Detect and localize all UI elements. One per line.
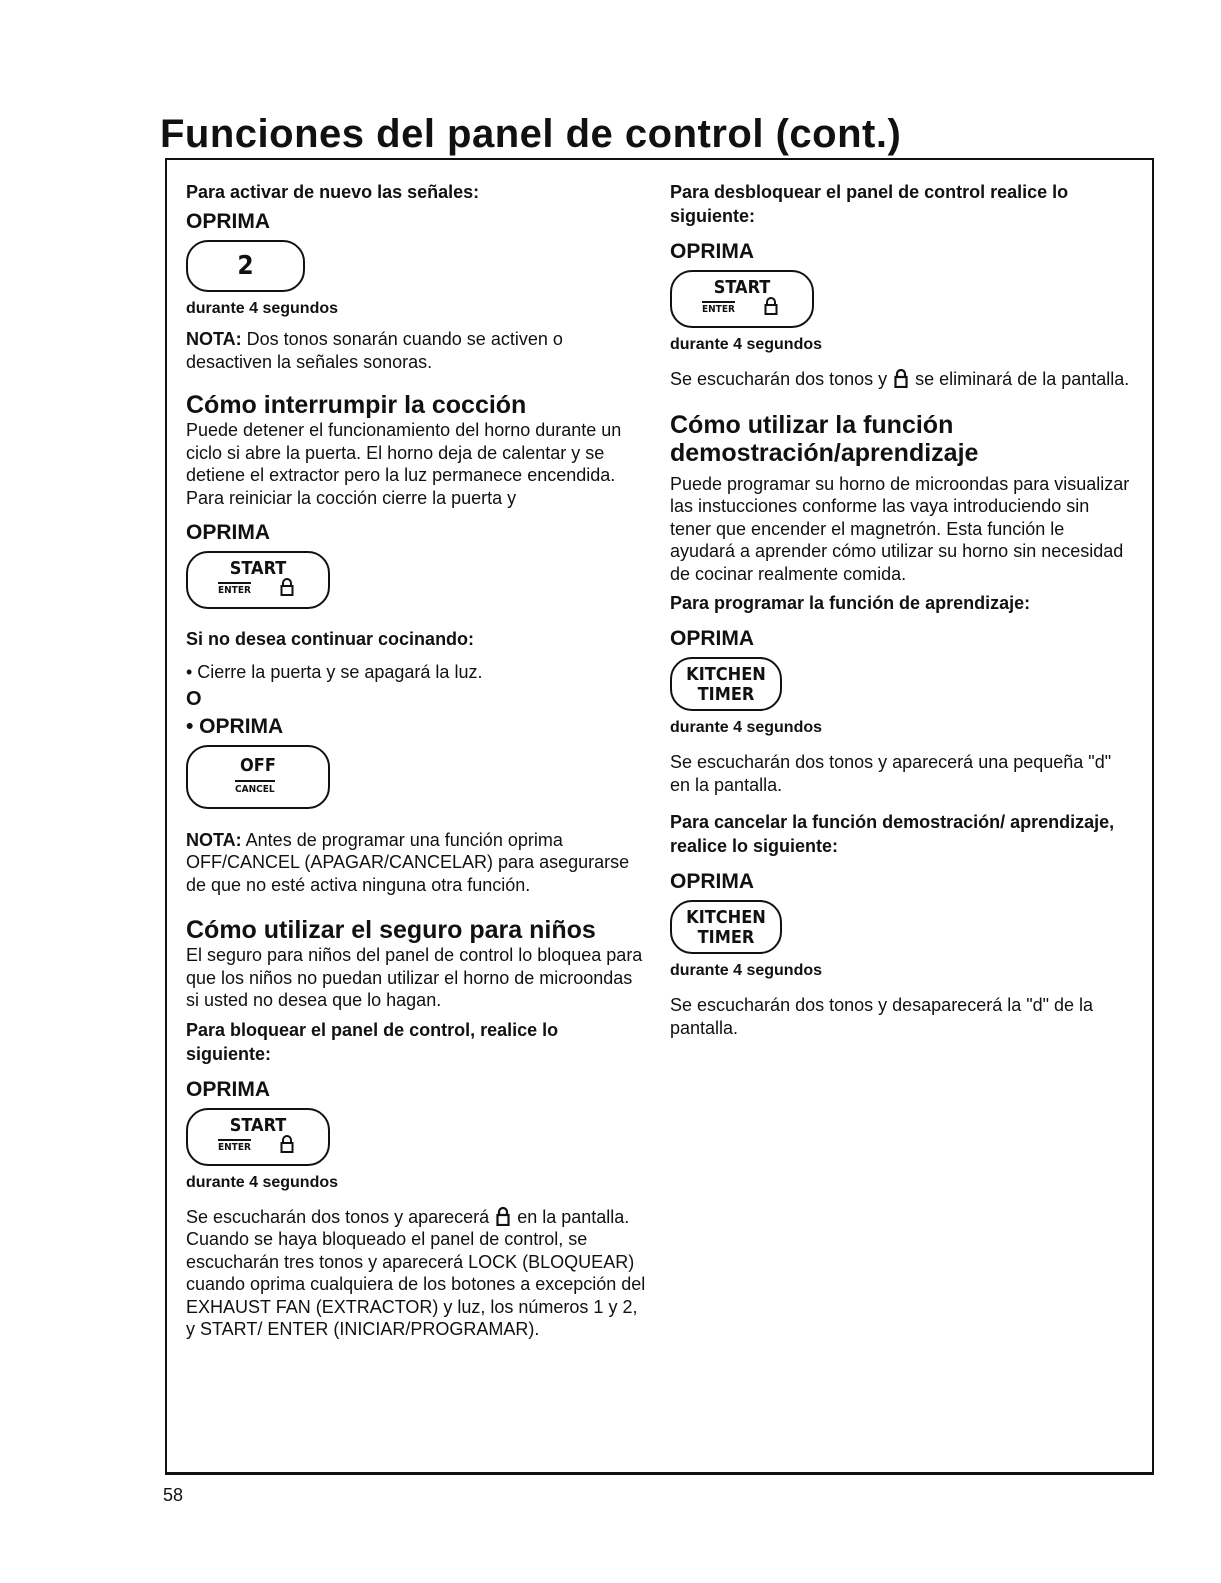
kitchen-timer-key — [670, 657, 782, 711]
note-label: NOTA: — [186, 829, 242, 850]
unlock-result-text — [670, 368, 1130, 391]
start-enter-key — [186, 1108, 330, 1166]
cancel-heading: Para cancelar la función demostración/ aprendizaje, realice lo siguiente: — [670, 812, 1115, 856]
lock-icon — [764, 297, 778, 315]
cancel-result-text: Se escucharán dos tonos y desaparecerá la "d" de la pantalla. — [670, 995, 1094, 1038]
frame-right-rule — [1152, 160, 1154, 1473]
lock-icon — [280, 1135, 294, 1153]
page-number: 58 — [163, 1485, 184, 1505]
unlock-result-part: Se escucharán dos tonos y — [670, 369, 888, 389]
no-continue-heading: Si no desea continuar cocinando: — [186, 629, 475, 649]
lock-result-part: en la pantalla. Cuando se haya bloqueado el panel de control, se escucharán tres tonos y aparecerá LOCK (BLOQUEAR) cuando oprima cualquiera de los botones a excepción del EXHAUST FAN (EXTRACTOR) y luz, los números 1 y 2, y START/ ENTER (INICIAR/PROGRAMAR). — [186, 1206, 646, 1339]
start-label: START — [229, 558, 287, 579]
right-column — [670, 180, 1130, 1039]
frame-top-rule — [165, 158, 1154, 160]
frame-bottom-rule — [165, 1472, 1154, 1475]
press-label: OPRIMA — [670, 627, 754, 650]
note-text: Dos tonos sonarán cuando se activen o desactiven la señales sonoras. — [186, 329, 563, 372]
off-label: OFF — [240, 754, 276, 776]
kitchen-label: KITCHEN — [686, 907, 766, 928]
press-label: OPRIMA — [186, 210, 270, 233]
press-label: OPRIMA — [670, 240, 754, 263]
duration-label: durante 4 segundos — [670, 719, 823, 736]
unlock-heading: Para desbloquear el panel de control realice lo siguiente: — [670, 182, 1069, 226]
demo-text: Puede programar su horno de microondas para visualizar las instucciones conforme las vaya introduciendo sin tener que encender el magnetrón. Esta función le ayudará a aprender cómo utilizar su horno sin necesidad de cocinar realmente comida. — [670, 473, 1130, 584]
bullet-press: • OPRIMA — [186, 714, 284, 738]
duration-label: durante 4 segundos — [186, 1173, 339, 1191]
lock-icon — [894, 368, 908, 388]
note-paragraph — [186, 328, 646, 373]
timer-label: TIMER — [697, 927, 755, 948]
start-label: START — [229, 1114, 287, 1136]
cancel-label: CANCEL — [235, 780, 275, 795]
reactivate-heading: Para activar de nuevo las señales: — [186, 182, 480, 202]
left-column — [186, 180, 646, 1341]
lock-result-part: Se escucharán dos tonos y aparecerá — [186, 1206, 490, 1227]
off-cancel-key — [186, 745, 330, 809]
duration-label: durante 4 segundos — [186, 300, 339, 317]
start-enter-key — [186, 551, 330, 609]
press-label: OPRIMA — [670, 870, 754, 893]
page-title: Funciones del panel de control (cont.) — [160, 112, 902, 156]
lock-heading: Para bloquear el panel de control, realice lo siguiente: — [186, 1019, 559, 1064]
program-result-text: Se escucharán dos tonos y aparecerá una pequeña "d" en la pantalla. — [670, 752, 1112, 795]
note-text: Antes de programar una función oprima OFF/CANCEL (APAGAR/CANCELAR) para asegurarse de que no esté activa ninguna otra función. — [186, 829, 630, 895]
program-heading: Para programar la función de aprendizaje: — [670, 593, 1031, 613]
note-label: NOTA: — [186, 329, 242, 349]
interrupt-text: Puede detener el funcionamiento del horno durante un ciclo si abre la puerta. El horno deja de calentar y se detiene el extractor pero la luz permanece encendida. Para reiniciar la cocción cierre la puerta y — [186, 420, 622, 508]
bullet-close-door: • Cierre la puerta y se apagará la luz. — [186, 662, 483, 682]
enter-label: ENTER — [702, 301, 735, 315]
childlock-text: El seguro para niños del panel de control lo bloquea para que los niños no puedan utilizar el horno de microondas si usted no desea que lo hagan. — [186, 945, 643, 1010]
frame-left-rule — [165, 160, 167, 1473]
press-label: OPRIMA — [186, 1077, 270, 1101]
key-2-label: 2 — [237, 251, 254, 281]
enter-label: ENTER — [218, 1139, 251, 1153]
enter-label: ENTER — [218, 582, 251, 596]
duration-label: durante 4 segundos — [670, 336, 823, 353]
lock-icon — [496, 1206, 510, 1226]
kitchen-timer-key — [670, 900, 782, 954]
lock-result-text — [186, 1206, 646, 1341]
lock-icon — [280, 578, 294, 596]
press-label: OPRIMA — [186, 521, 270, 544]
childlock-heading: Cómo utilizar el seguro para niños — [186, 916, 596, 944]
unlock-result-part: se eliminará de la pantalla. — [910, 369, 1130, 389]
interrupt-heading: Cómo interrumpir la cocción — [186, 391, 527, 419]
timer-label: TIMER — [697, 684, 755, 705]
duration-label: durante 4 segundos — [670, 962, 823, 979]
demo-heading: Cómo utilizar la función demostración/aprendizaje — [670, 410, 979, 467]
start-label: START — [713, 277, 771, 298]
kitchen-label: KITCHEN — [686, 664, 766, 685]
key-2-button — [186, 240, 305, 292]
or-label: O — [186, 687, 202, 710]
start-enter-key — [670, 270, 814, 328]
note-paragraph — [186, 829, 646, 897]
